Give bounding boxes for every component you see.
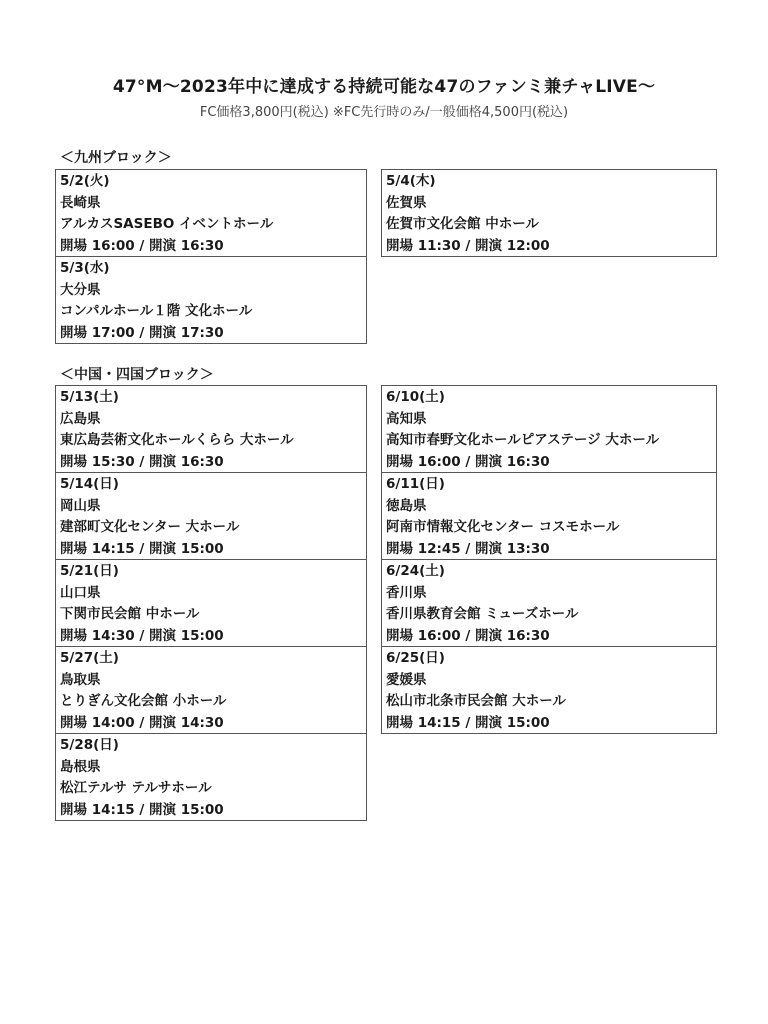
page-title: 47°M～2023年中に達成する持続可能な47のファンミ兼チャLIVE～: [112, 77, 656, 97]
show-venue: 阿南市情報文化センター コスモホール: [386, 519, 620, 535]
show-venue: 東広島芸術文化ホールくらら 大ホール: [60, 432, 294, 448]
show-time: 開場 14:00 / 開演 14:30: [60, 714, 224, 731]
show-card-yamaguchi: [55, 559, 367, 647]
show-prefecture: 徳島県: [386, 497, 427, 514]
show-date: 5/21(日): [60, 563, 119, 579]
show-prefecture: 鳥取県: [60, 671, 101, 688]
show-venue: アルカスSASEBO イベントホール: [60, 216, 274, 232]
show-time: 開場 16:00 / 開演 16:30: [60, 237, 224, 254]
show-card-ehime: [381, 646, 717, 734]
show-venue: 建部町文化センター 大ホール: [60, 519, 240, 535]
show-prefecture: 長崎県: [60, 194, 101, 211]
show-time: 開場 14:15 / 開演 15:00: [386, 714, 550, 731]
show-prefecture: 大分県: [60, 281, 101, 298]
show-time: 開場 14:30 / 開演 15:00: [60, 627, 224, 644]
show-venue: とりぎん文化会館 小ホール: [60, 693, 227, 709]
show-card-shimane: [55, 733, 367, 821]
show-prefecture: 高知県: [386, 410, 427, 427]
show-venue: 松江テルサ テルサホール: [60, 780, 212, 796]
show-prefecture: 佐賀県: [386, 194, 427, 211]
show-date: 5/2(火): [60, 173, 110, 189]
show-date: 5/14(日): [60, 476, 119, 492]
show-time: 開場 12:45 / 開演 13:30: [386, 540, 550, 557]
show-card-nagasaki: [55, 169, 367, 257]
show-venue: 松山市北条市民会館 大ホール: [386, 693, 566, 709]
show-date: 6/25(日): [386, 650, 445, 666]
show-venue: 下関市民会館 中ホール: [60, 606, 200, 622]
show-card-saga: [381, 169, 717, 257]
show-prefecture: 岡山県: [60, 497, 101, 514]
show-prefecture: 広島県: [60, 410, 101, 427]
show-prefecture: 香川県: [386, 584, 427, 601]
block-heading-kyushu: ＜九州ブロック＞: [60, 150, 172, 166]
show-venue: 高知市春野文化ホールピアステージ 大ホール: [386, 432, 660, 448]
show-date: 5/28(日): [60, 737, 119, 753]
show-card-kochi: [381, 385, 717, 473]
show-time: 開場 14:15 / 開演 15:00: [60, 801, 224, 818]
show-venue: 佐賀市文化会館 中ホール: [386, 216, 539, 232]
show-time: 開場 11:30 / 開演 12:00: [386, 237, 550, 254]
show-venue: コンパルホール１階 文化ホール: [60, 303, 253, 319]
price-note: FC価格3,800円(税込) ※FC先行時のみ/一般価格4,500円(税込): [199, 105, 569, 120]
show-date: 6/11(日): [386, 476, 445, 492]
show-card-oita: [55, 256, 367, 344]
show-prefecture: 島根県: [60, 758, 101, 775]
block-heading-chugoku-shikoku: ＜中国・四国ブロック＞: [60, 367, 214, 383]
show-date: 5/3(水): [60, 260, 110, 276]
show-time: 開場 17:00 / 開演 17:30: [60, 324, 224, 341]
show-time: 開場 16:00 / 開演 16:30: [386, 627, 550, 644]
show-card-tottori: [55, 646, 367, 734]
show-card-hiroshima: [55, 385, 367, 473]
show-prefecture: 愛媛県: [386, 671, 427, 688]
show-time: 開場 14:15 / 開演 15:00: [60, 540, 224, 557]
show-venue: 香川県教育会館 ミューズホール: [386, 606, 579, 622]
show-date: 5/27(土): [60, 650, 119, 666]
show-prefecture: 山口県: [60, 584, 101, 601]
show-card-okayama: [55, 472, 367, 560]
show-card-tokushima: [381, 472, 717, 560]
show-time: 開場 15:30 / 開演 16:30: [60, 453, 224, 470]
show-time: 開場 16:00 / 開演 16:30: [386, 453, 550, 470]
show-card-kagawa: [381, 559, 717, 647]
show-date: 6/24(土): [386, 563, 445, 579]
show-date: 5/13(土): [60, 389, 119, 405]
show-date: 6/10(土): [386, 389, 445, 405]
show-date: 5/4(木): [386, 173, 436, 189]
